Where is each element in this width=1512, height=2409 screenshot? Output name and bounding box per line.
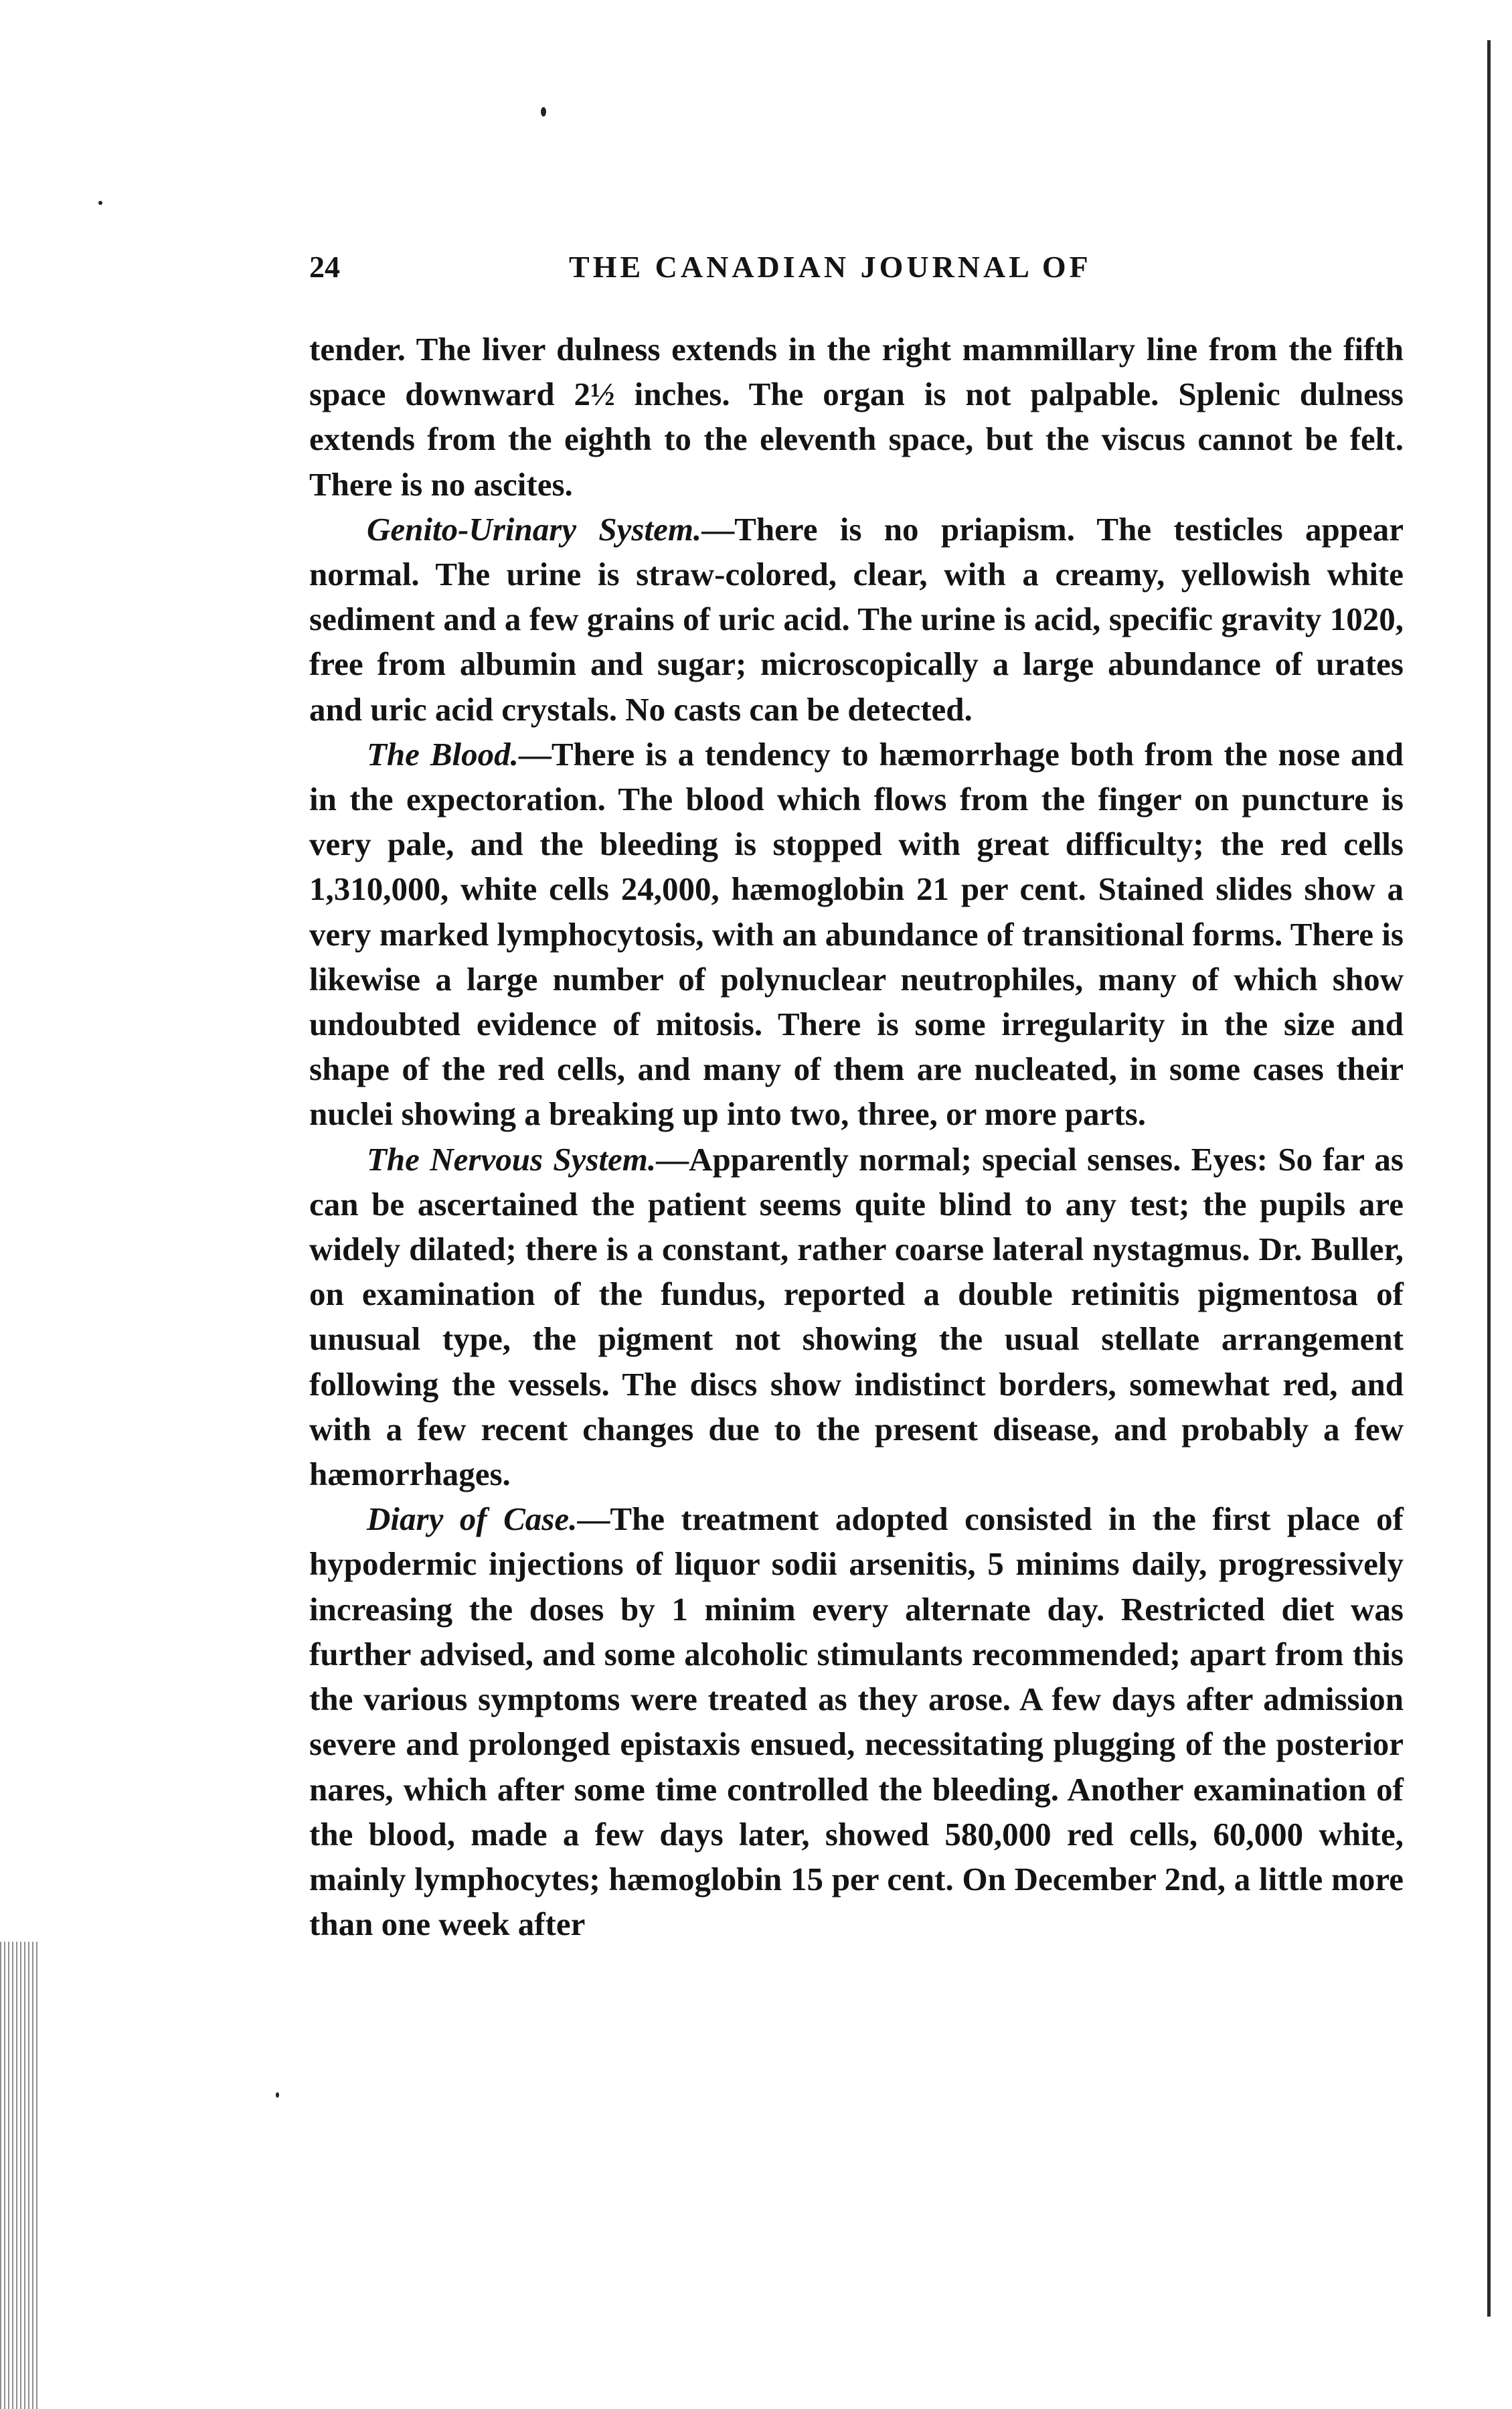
scan-speck <box>541 107 546 116</box>
paragraph-diary-of-case <box>309 1496 1404 1946</box>
paragraph-text: —Apparently normal; special senses. Eyes: So far as can be ascertained the patient seems quite blind to any test; the pupils are widely dilated; there is a constant, rather coarse lateral nystagmus. Dr. Buller, on examination of the fundus, reported a double retinitis pigmentosa of unusual type, the pigment not showing the usual stellate arrangement following the vessels. The discs show indistinct borders, somewhat red, and with a few recent changes due to the present disease, and probably a few hæmorrhages. <box>309 1140 1404 1493</box>
paragraph-liver <box>309 327 1404 507</box>
running-header <box>309 249 1404 296</box>
paragraph-text: —There is no priapism. The testicles appear normal. The urine is straw-colored, clear, with a creamy, yellowish white sediment and a few grains of uric acid. The urine is acid, specific gravity 1020, free from albumin and sugar; microscopically a large abundance of urates and uric acid crystals. No casts can be detected. <box>309 510 1404 728</box>
paragraph-genito-urinary <box>309 507 1404 732</box>
section-heading: Genito-Urinary System. <box>367 510 702 548</box>
paragraph-text: tender. The liver dulness extends in the right mammillary line from the fifth space downward 2½ inches. The organ is not palpable. Splenic dulness extends from the eighth to the eleventh space, but the viscus cannot be felt. There is no ascites. <box>309 331 1404 503</box>
section-heading: The Blood. <box>367 735 519 773</box>
scan-speck <box>98 201 102 205</box>
page-number: 24 <box>309 250 340 284</box>
section-heading: The Nervous System. <box>367 1140 657 1178</box>
running-head-title: THE CANADIAN JOURNAL OF <box>569 250 1092 284</box>
paragraph-text: —The treatment adopted consisted in the first place of hypodermic injections of liquor sodii arsenitis, 5 minims daily, progressively increasing the doses by 1 minim every alternate day. Restricted diet was further advised, and some alcoholic stimulants recommended; apart from this the various symptoms were treated as they arose. A few days after admission severe and prolonged epistaxis ensued, necessitating plugging of the posterior nares, which after some time controlled the bleeding. Another examination of the blood, made a few days later, showed 580,000 red cells, 60,000 white, mainly lymphocytes; hæmoglobin 15 per cent. On December 2nd, a little more than one week after <box>309 1500 1404 1943</box>
section-heading: Diary of Case. <box>367 1500 578 1538</box>
body-text <box>309 327 1404 1946</box>
paragraph-nervous-system <box>309 1137 1404 1497</box>
paragraph-text: —There is a tendency to hæmorrhage both from the nose and in the expectoration. The blood which flows from the finger on puncture is very pale, and the bleeding is stopped with great difficulty; the red cells 1,310,000, white cells 24,000, hæmoglobin 21 per cent. Stained slides show a very marked lymphocytosis, with an abundance of transitional forms. There is likewise a large number of polynuclear neutrophiles, many of which show undoubted evidence of mitosis. There is some irregularity in the size and shape of the red cells, and many of them are nucleated, in some cases their nuclei showing a breaking up into two, three, or more parts. <box>309 735 1404 1133</box>
scan-edge-right <box>1487 40 1491 2317</box>
scan-edge-left <box>0 1942 40 2409</box>
scan-speck <box>276 2092 279 2098</box>
paragraph-blood <box>309 732 1404 1137</box>
